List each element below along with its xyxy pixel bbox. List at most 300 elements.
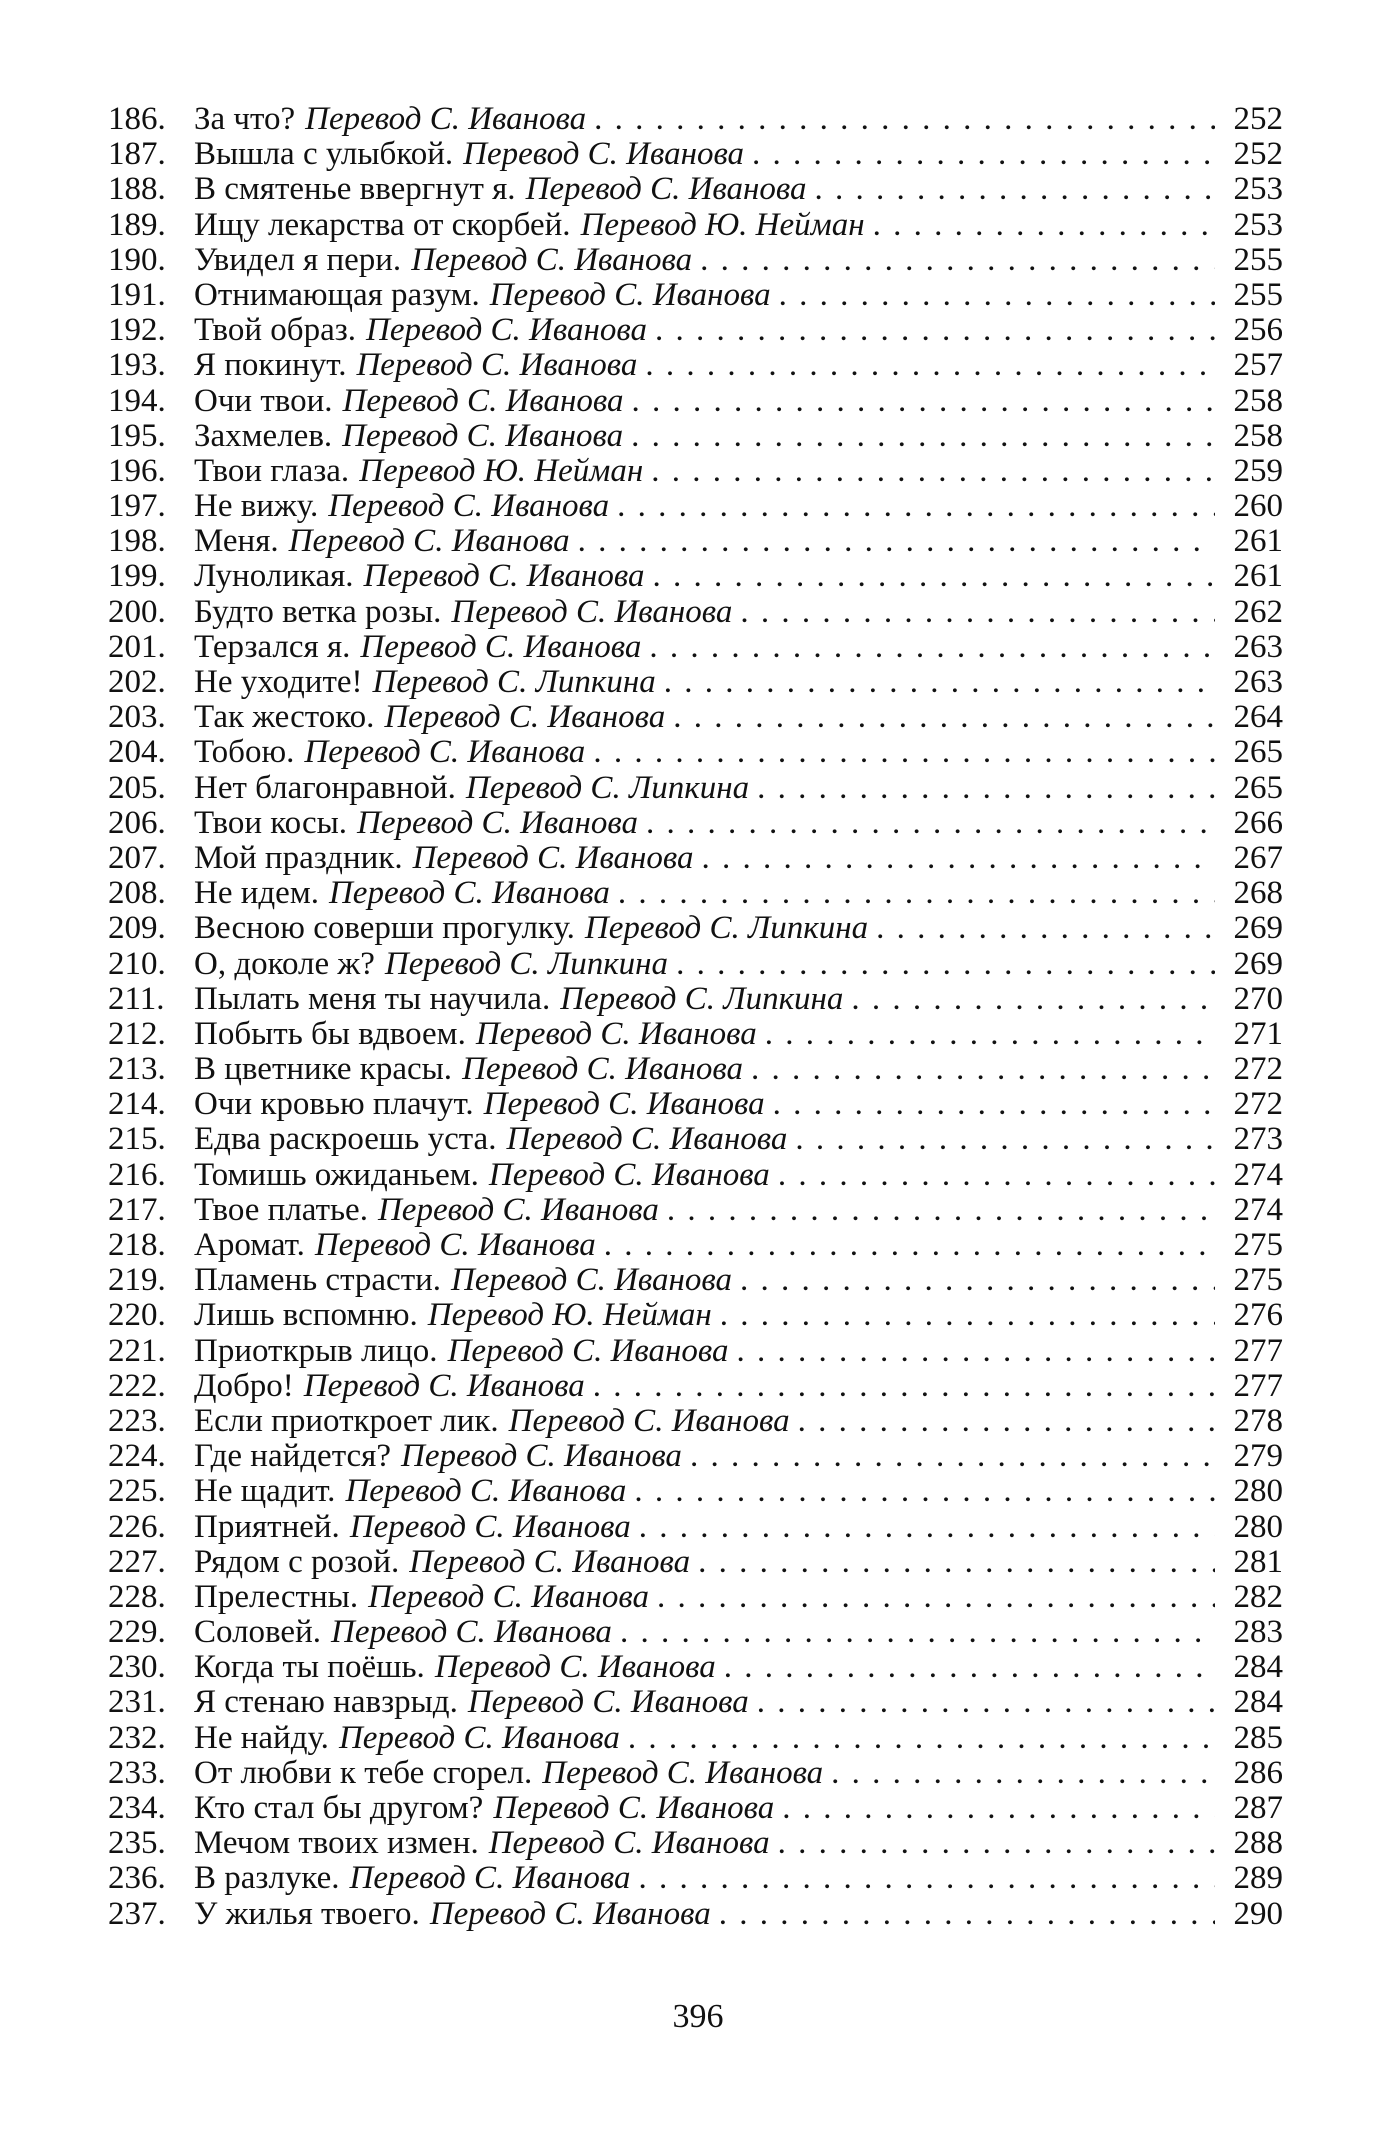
- entry-number: 208.: [108, 876, 166, 912]
- entry-page: 265: [1233, 735, 1283, 771]
- toc-entry: [108, 1615, 1283, 1650]
- entry-number: 207.: [108, 840, 166, 876]
- toc-entry: [108, 489, 1283, 524]
- entry-title: Пылать меня ты научила.: [194, 981, 551, 1017]
- dot-leader: [585, 735, 1215, 770]
- entry-page: 277: [1233, 1368, 1283, 1404]
- dot-leader: [610, 876, 1215, 911]
- entry-translator: Перевод С. Иванова: [314, 1228, 596, 1263]
- entry-page: 279: [1233, 1439, 1283, 1475]
- entry-translator: Перевод С. Иванова: [434, 1650, 716, 1686]
- entry-translator: Перевод С. Липкина: [372, 665, 656, 700]
- entry-page: 272: [1233, 1052, 1283, 1088]
- dot-leader: [665, 700, 1215, 735]
- entry-translator: Перевод С. Иванова: [525, 172, 807, 208]
- toc-entry: [108, 735, 1283, 770]
- entry-title: Весною соверши прогулку.: [194, 911, 575, 947]
- toc-entry: [108, 1580, 1283, 1615]
- dot-leader: [626, 1474, 1215, 1509]
- entry-title: Не щадит.: [194, 1474, 336, 1510]
- entry-page: 259: [1233, 453, 1283, 489]
- toc-entry: [108, 1756, 1283, 1791]
- entry-title: Мой праздник.: [194, 840, 403, 876]
- entry-translator: Перевод С. Иванова: [356, 348, 638, 384]
- entry-translator: Перевод С. Иванова: [349, 1509, 631, 1545]
- entry-title: Твои косы.: [194, 805, 348, 841]
- dot-leader: [690, 1545, 1215, 1580]
- dot-leader: [643, 454, 1215, 489]
- dot-leader: [623, 384, 1215, 419]
- entry-number: 233.: [108, 1755, 166, 1791]
- toc-entry: [108, 1791, 1283, 1826]
- entry-number: 187.: [108, 137, 166, 173]
- dot-leader: [630, 1861, 1215, 1896]
- entry-translator: Перевод С. Иванова: [328, 489, 610, 525]
- dot-leader: [623, 419, 1215, 454]
- toc-entry: [108, 630, 1283, 665]
- entry-title: Ищу лекарства от скорбей.: [194, 207, 571, 243]
- entry-title: Я покинут.: [194, 348, 347, 384]
- entry-number: 194.: [108, 383, 166, 419]
- dot-leader: [807, 172, 1216, 207]
- entry-page: 289: [1233, 1861, 1283, 1897]
- entry-translator: Перевод С. Липкина: [584, 911, 869, 947]
- entry-title: Где найдется?: [194, 1439, 391, 1475]
- entry-number: 226.: [108, 1509, 166, 1545]
- entry-translator: Перевод С. Иванова: [508, 1403, 790, 1439]
- toc-entry: [108, 1087, 1283, 1122]
- entry-page: 262: [1233, 594, 1283, 630]
- entry-page: 274: [1233, 1192, 1283, 1228]
- dot-leader: [631, 1510, 1215, 1545]
- entry-page: 261: [1233, 524, 1283, 560]
- entry-number: 200.: [108, 594, 166, 630]
- entry-page: 280: [1233, 1474, 1283, 1510]
- entry-number: 186.: [108, 102, 166, 137]
- entry-page: 255: [1233, 242, 1283, 278]
- dot-leader: [843, 982, 1215, 1017]
- entry-title: Едва раскроешь уста.: [194, 1122, 497, 1158]
- toc-entry: [108, 1263, 1283, 1298]
- dot-leader: [612, 1615, 1215, 1650]
- toc-entry: [108, 1510, 1283, 1545]
- entry-title: Луноликая.: [194, 559, 354, 595]
- entry-page: 280: [1233, 1509, 1283, 1545]
- toc-entry: [108, 1721, 1283, 1756]
- entry-title: Будто ветка розы.: [194, 594, 442, 630]
- toc-entry: [108, 665, 1283, 700]
- dot-leader: [586, 102, 1215, 137]
- dot-leader: [644, 559, 1215, 594]
- dot-leader: [743, 1052, 1215, 1087]
- entry-translator: Перевод С. Иванова: [360, 629, 642, 665]
- entry-number: 196.: [108, 453, 166, 489]
- entry-translator: Перевод С. Иванова: [489, 277, 771, 313]
- toc-entry: [108, 841, 1283, 876]
- entry-title: От любви к тебе сгорел.: [194, 1755, 533, 1791]
- entry-title: Так жестоко.: [194, 700, 375, 736]
- toc-entry: [108, 102, 1283, 137]
- entry-title: В цветнике красы.: [194, 1052, 453, 1088]
- entry-title: Не идем.: [194, 876, 319, 912]
- dot-leader: [744, 137, 1215, 172]
- entry-title: Нет благонравной.: [194, 770, 456, 806]
- entry-page: 265: [1233, 770, 1283, 806]
- dot-leader: [865, 208, 1215, 243]
- entry-number: 205.: [108, 770, 166, 806]
- entry-translator: Перевод С. Иванова: [384, 700, 666, 736]
- entry-number: 221.: [108, 1333, 166, 1369]
- entry-page: 285: [1233, 1720, 1283, 1756]
- entry-title: Аромат.: [194, 1228, 305, 1263]
- entry-number: 202.: [108, 665, 166, 700]
- entry-number: 203.: [108, 700, 166, 736]
- entry-page: 269: [1233, 946, 1283, 982]
- entry-page: 278: [1233, 1403, 1283, 1439]
- entry-number: 214.: [108, 1087, 166, 1123]
- entry-translator: Перевод С. Иванова: [542, 1755, 824, 1791]
- entry-number: 195.: [108, 418, 166, 454]
- entry-page: 260: [1233, 489, 1283, 525]
- toc-entry: [108, 348, 1283, 383]
- entry-translator: Перевод С. Иванова: [467, 1685, 749, 1721]
- dot-leader: [787, 1122, 1215, 1157]
- entry-title: Не найду.: [194, 1720, 329, 1756]
- toc-entry: [108, 982, 1283, 1017]
- entry-translator: Перевод С. Иванова: [411, 242, 693, 278]
- toc-entry: [108, 595, 1283, 630]
- toc-entry: [108, 1545, 1283, 1580]
- entry-title: Приоткрыв лицо.: [194, 1333, 438, 1369]
- dot-leader: [732, 595, 1215, 630]
- entry-title: Когда ты поёшь.: [194, 1650, 425, 1686]
- entry-number: 190.: [108, 242, 166, 278]
- entry-translator: Перевод Ю. Нейман: [580, 207, 865, 243]
- entry-number: 217.: [108, 1192, 166, 1228]
- entry-page: 258: [1233, 418, 1283, 454]
- entry-number: 210.: [108, 946, 166, 982]
- entry-number: 228.: [108, 1579, 166, 1615]
- entry-translator: Перевод С. Иванова: [462, 1052, 743, 1088]
- entry-translator: Перевод С. Иванова: [412, 840, 694, 876]
- entry-page: 274: [1233, 1157, 1283, 1193]
- entry-number: 223.: [108, 1403, 166, 1439]
- entry-translator: Перевод С. Иванова: [328, 876, 610, 912]
- entry-page: 261: [1233, 559, 1283, 595]
- toc-entry: [108, 700, 1283, 735]
- entry-page: 290: [1233, 1896, 1283, 1932]
- entry-number: 209.: [108, 911, 166, 947]
- entry-translator: Перевод С. Иванова: [303, 1368, 585, 1404]
- entry-title: Меня.: [194, 524, 279, 560]
- entry-page: 276: [1233, 1298, 1283, 1334]
- entry-translator: Перевод С. Иванова: [363, 559, 645, 595]
- entry-number: 211.: [108, 981, 165, 1017]
- toc-entry: [108, 876, 1283, 911]
- dot-leader: [609, 489, 1215, 524]
- entry-translator: Перевод Ю. Нейман: [359, 453, 644, 489]
- dot-leader: [732, 1263, 1215, 1298]
- toc-entry: [108, 243, 1283, 278]
- entry-number: 216.: [108, 1157, 166, 1193]
- table-of-contents: [108, 102, 1283, 1932]
- entry-number: 215.: [108, 1122, 166, 1158]
- entry-title: Отнимающая разум.: [194, 277, 480, 313]
- entry-number: 219.: [108, 1263, 166, 1299]
- toc-entry: [108, 806, 1283, 841]
- entry-page: 282: [1233, 1579, 1283, 1615]
- toc-entry: [108, 1650, 1283, 1685]
- dot-leader: [656, 665, 1215, 700]
- dot-leader: [712, 1298, 1215, 1333]
- toc-entry: [108, 1334, 1283, 1369]
- entry-title: У жилья твоего.: [194, 1896, 420, 1932]
- toc-entry: [108, 172, 1283, 207]
- toc-entry: [108, 278, 1283, 313]
- dot-leader: [596, 1228, 1215, 1263]
- entry-number: 230.: [108, 1650, 166, 1686]
- toc-entry: [108, 208, 1283, 243]
- entry-translator: Перевод С. Иванова: [357, 805, 638, 841]
- dot-leader: [765, 1087, 1215, 1122]
- entry-translator: Перевод С. Иванова: [342, 383, 624, 419]
- dot-leader: [637, 348, 1215, 383]
- entry-translator: Перевод С. Иванова: [475, 1016, 757, 1052]
- entry-number: 189.: [108, 207, 166, 243]
- entry-translator: Перевод С. Липкина: [465, 770, 750, 806]
- entry-translator: Перевод С. Липкина: [384, 946, 669, 982]
- entry-title: Приятней.: [194, 1509, 340, 1545]
- entry-number: 236.: [108, 1861, 166, 1897]
- toc-entry: [108, 1122, 1283, 1157]
- entry-title: Кто стал бы другом?: [194, 1791, 484, 1826]
- entry-page: 275: [1233, 1228, 1283, 1263]
- toc-entry: [108, 1861, 1283, 1896]
- entry-number: 232.: [108, 1720, 166, 1756]
- dot-leader: [659, 1193, 1215, 1228]
- entry-translator: Перевод С. Иванова: [451, 1263, 732, 1299]
- entry-page: 263: [1233, 629, 1283, 665]
- entry-page: 256: [1233, 313, 1283, 349]
- entry-translator: Перевод С. Иванова: [349, 1861, 631, 1897]
- entry-translator: Перевод С. Иванова: [368, 1579, 650, 1615]
- entry-translator: Перевод С. Иванова: [451, 594, 733, 630]
- toc-entry: [108, 1193, 1283, 1228]
- entry-translator: Перевод С. Иванова: [429, 1896, 711, 1932]
- dot-leader: [823, 1756, 1215, 1791]
- entry-title: Увидел я пери.: [194, 242, 402, 278]
- entry-page: 281: [1233, 1544, 1283, 1580]
- entry-page: 283: [1233, 1615, 1283, 1651]
- entry-number: 224.: [108, 1439, 166, 1475]
- entry-number: 237.: [108, 1896, 166, 1932]
- entry-title: За что?: [194, 102, 296, 137]
- entry-translator: Перевод С. Иванова: [366, 313, 647, 349]
- dot-leader: [694, 841, 1215, 876]
- entry-title: Не вижу.: [194, 489, 319, 525]
- entry-title: О, доколе ж?: [194, 946, 375, 982]
- entry-title: Захмелев.: [194, 418, 333, 454]
- dot-leader: [770, 1826, 1215, 1861]
- entry-translator: Перевод С. Иванова: [305, 102, 587, 137]
- entry-number: 213.: [108, 1052, 166, 1088]
- dot-leader: [716, 1650, 1215, 1685]
- entry-translator: Перевод С. Иванова: [345, 1474, 627, 1510]
- entry-page: 264: [1233, 700, 1283, 736]
- entry-title: Очи кровью плачут.: [194, 1087, 474, 1123]
- toc-entry: [108, 1439, 1283, 1474]
- toc-entry: [108, 1017, 1283, 1052]
- entry-translator: Перевод С. Иванова: [447, 1333, 729, 1369]
- entry-number: 206.: [108, 805, 166, 841]
- dot-leader: [774, 1791, 1215, 1826]
- entry-page: 284: [1233, 1650, 1283, 1686]
- toc-entry: [108, 1897, 1283, 1932]
- entry-translator: Перевод С. Иванова: [488, 1157, 770, 1193]
- entry-translator: Перевод С. Иванова: [463, 137, 745, 173]
- entry-translator: Перевод С. Иванова: [401, 1439, 682, 1475]
- entry-number: 231.: [108, 1685, 166, 1721]
- dot-leader: [771, 278, 1215, 313]
- toc-entry: [108, 771, 1283, 806]
- dot-leader: [711, 1897, 1215, 1932]
- dot-leader: [757, 1017, 1215, 1052]
- entry-page: 258: [1233, 383, 1283, 419]
- entry-number: 218.: [108, 1228, 166, 1263]
- toc-entry: [108, 1404, 1283, 1439]
- entry-title: Терзался я.: [194, 629, 351, 665]
- entry-page: 253: [1233, 207, 1283, 243]
- entry-number: 234.: [108, 1791, 166, 1826]
- entry-page: 284: [1233, 1685, 1283, 1721]
- toc-entry: [108, 524, 1283, 559]
- dot-leader: [649, 1580, 1215, 1615]
- entry-number: 229.: [108, 1615, 166, 1651]
- dot-leader: [647, 313, 1215, 348]
- entry-translator: Перевод С. Иванова: [377, 1192, 659, 1228]
- toc-entry: [108, 1298, 1283, 1333]
- entry-title: Вышла с улыбкой.: [194, 137, 454, 173]
- toc-entry: [108, 1474, 1283, 1509]
- entry-title: Твое платье.: [194, 1192, 368, 1228]
- toc-entry: [108, 419, 1283, 454]
- entry-title: В смятенье ввергнут я.: [194, 172, 516, 208]
- entry-page: 272: [1233, 1087, 1283, 1123]
- entry-page: 267: [1233, 840, 1283, 876]
- dot-leader: [638, 806, 1215, 841]
- entry-page: 255: [1233, 277, 1283, 313]
- entry-number: 188.: [108, 172, 166, 208]
- toc-entry: [108, 1369, 1283, 1404]
- toc-entry: [108, 454, 1283, 489]
- entry-page: 252: [1233, 102, 1283, 137]
- entry-translator: Перевод С. Иванова: [342, 418, 624, 454]
- toc-entry: [108, 313, 1283, 348]
- entry-page: 286: [1233, 1755, 1283, 1791]
- entry-title: Рядом с розой.: [194, 1544, 400, 1580]
- entry-translator: Перевод С. Иванова: [338, 1720, 620, 1756]
- dot-leader: [749, 771, 1215, 806]
- entry-number: 199.: [108, 559, 166, 595]
- entry-number: 204.: [108, 735, 166, 771]
- toc-entry: [108, 559, 1283, 594]
- entry-title: Не уходите!: [194, 665, 363, 700]
- entry-page: 268: [1233, 876, 1283, 912]
- entry-page: 266: [1233, 805, 1283, 841]
- entry-translator: Перевод С. Иванова: [331, 1615, 612, 1651]
- entry-page: 273: [1233, 1122, 1283, 1158]
- entry-number: 227.: [108, 1544, 166, 1580]
- entry-translator: Перевод С. Иванова: [506, 1122, 788, 1158]
- entry-number: 225.: [108, 1474, 166, 1510]
- entry-page: 270: [1233, 981, 1283, 1017]
- entry-title: Лишь вспомню.: [194, 1298, 418, 1334]
- entry-number: 222.: [108, 1368, 166, 1404]
- entry-translator: Перевод С. Иванова: [483, 1087, 765, 1123]
- dot-leader: [570, 524, 1215, 559]
- entry-translator: Перевод С. Иванова: [493, 1791, 775, 1826]
- page-number: 396: [672, 1998, 724, 2035]
- entry-page: 263: [1233, 665, 1283, 700]
- entry-number: 220.: [108, 1298, 166, 1334]
- entry-translator: Перевод Ю. Нейман: [427, 1298, 712, 1334]
- entry-number: 191.: [108, 277, 166, 313]
- entry-page: 252: [1233, 137, 1283, 173]
- entry-page: 257: [1233, 348, 1283, 384]
- toc-entry: [108, 137, 1283, 172]
- toc-entry: [108, 1685, 1283, 1720]
- entry-title: Твои глаза.: [194, 453, 350, 489]
- toc-entry: [108, 1052, 1283, 1087]
- dot-leader: [749, 1685, 1215, 1720]
- dot-leader: [641, 630, 1215, 665]
- entry-page: 288: [1233, 1826, 1283, 1862]
- entry-translator: Перевод С. Иванова: [304, 735, 586, 771]
- entry-number: 235.: [108, 1826, 166, 1862]
- toc-entry: [108, 384, 1283, 419]
- entry-title: Если приоткроет лик.: [194, 1403, 499, 1439]
- entry-number: 198.: [108, 524, 166, 560]
- entry-number: 193.: [108, 348, 166, 384]
- entry-page: 269: [1233, 911, 1283, 947]
- entry-translator: Перевод С. Иванова: [488, 1826, 770, 1862]
- entry-title: Прелестны.: [194, 1579, 359, 1615]
- entry-page: 253: [1233, 172, 1283, 208]
- entry-title: В разлуке.: [194, 1861, 340, 1897]
- entry-page: 275: [1233, 1263, 1283, 1299]
- entry-page: 271: [1233, 1016, 1283, 1052]
- entry-title: Мечом твоих измен.: [194, 1826, 479, 1862]
- dot-leader: [729, 1334, 1216, 1369]
- dot-leader: [692, 243, 1215, 278]
- entry-number: 192.: [108, 313, 166, 349]
- entry-title: Твой образ.: [194, 313, 357, 349]
- entry-title: Соловей.: [194, 1615, 321, 1651]
- dot-leader: [585, 1369, 1215, 1404]
- entry-title: Томишь ожиданьем.: [194, 1157, 479, 1193]
- toc-entry: [108, 947, 1283, 982]
- entry-title: Тобою.: [194, 735, 295, 771]
- toc-entry: [108, 1826, 1283, 1861]
- entry-title: Пламень страсти.: [194, 1263, 442, 1299]
- entry-number: 197.: [108, 489, 166, 525]
- entry-translator: Перевод С. Иванова: [288, 524, 570, 560]
- entry-title: Я стенаю навзрыд.: [194, 1685, 458, 1721]
- entry-title: Очи твои.: [194, 383, 333, 419]
- dot-leader: [620, 1721, 1215, 1756]
- entry-number: 212.: [108, 1016, 166, 1052]
- entry-title: Побыть бы вдвоем.: [194, 1016, 466, 1052]
